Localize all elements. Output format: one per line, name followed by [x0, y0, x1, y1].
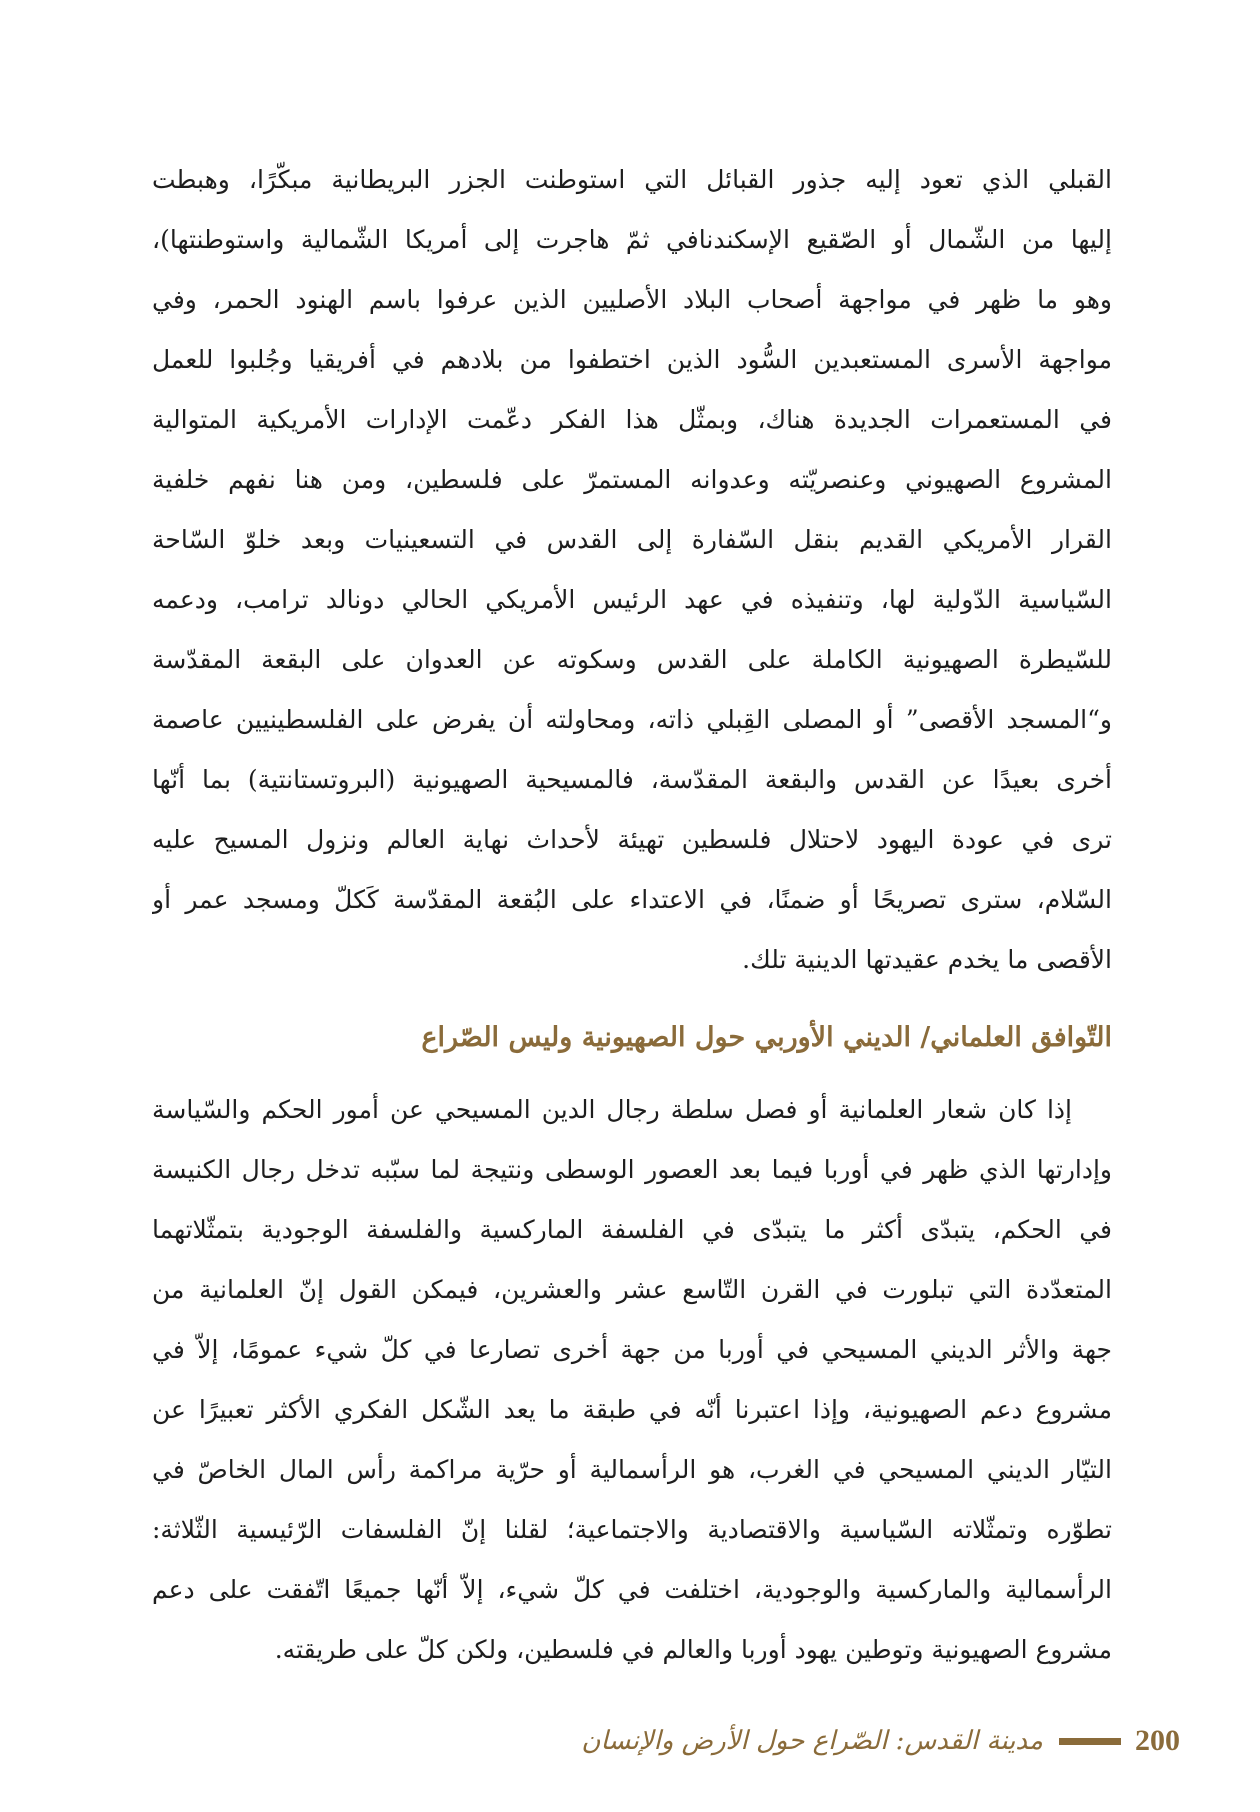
paragraph-line: مواجهة الأسرى المستعبدين السُّود الذين اختطفوا من بلادهم في أفريقيا وجُلبوا للعمل [152, 345, 1112, 374]
paragraph-line: جهة والأثر الديني المسيحي في أوربا من جهة أخرى تصارعا في كلّ شيء عمومًا، إلاّ في [152, 1335, 1112, 1364]
paragraph-line: تطوّره وتمثّلاته السّياسية والاقتصادية والاجتماعية؛ لقلنا إنّ الفلسفات الرّئيسية الثّلاثة: [152, 1515, 1112, 1544]
paragraph-line: إليها من الشّمال أو الصّقيع الإسكندنافي ثمّ هاجرت إلى أمريكا الشّمالية واستوطنتها)، [152, 225, 1112, 254]
paragraph-line: أخرى بعيدًا عن القدس والبقعة المقدّسة، فالمسيحية الصهيونية (البروتستانتية) بما أنّها [152, 765, 1112, 794]
page-number: 200 [1135, 1724, 1180, 1757]
paragraph-line: في المستعمرات الجديدة هناك، وبمثّل هذا الفكر دعّمت الإدارات الأمريكية المتوالية [152, 405, 1112, 434]
paragraph-line: الرأسمالية والماركسية والوجودية، اختلفت في كلّ شيء، إلاّ أنّها جميعًا اتّفقت على دعم [152, 1575, 1112, 1604]
paragraph-line: في الحكم، يتبدّى أكثر ما يتبدّى في الفلسفة الماركسية والفلسفة الوجودية بتمثّلاتهما [152, 1215, 1112, 1244]
section-heading: التّوافق العلماني/ الديني الأوربي حول الصهيونية وليس الصّراع [421, 1022, 1112, 1053]
paragraph-line: المشروع الصهيوني وعنصريّته وعدوانه المستمرّ على فلسطين، ومن هنا نفهم خلفية [152, 465, 1112, 494]
paragraph-line: للسّيطرة الصهيونية الكاملة على القدس وسكوته عن العدوان على البقعة المقدّسة [152, 645, 1112, 674]
paragraph-line: المتعدّدة التي تبلورت في القرن التّاسع عشر والعشرين، فيمكن القول إنّ العلمانية من [152, 1275, 1112, 1304]
body-paragraph-2 [152, 1080, 1112, 1680]
paragraph-line: الأقصى ما يخدم عقيدتها الدينية تلك. [742, 945, 1112, 974]
footer-rule-divider [1059, 1738, 1121, 1745]
paragraph-line: إذا كان شعار العلمانية أو فصل سلطة رجال الدين المسيحي عن أمور الحكم والسّياسة [152, 1095, 1072, 1124]
paragraph-line: وإدارتها الذي ظهر في أوربا فيما بعد العصور الوسطى ونتيجة لما سبّبه تدخل رجال الكنيسة [152, 1155, 1112, 1184]
paragraph-line: السّياسية الدّولية لها، وتنفيذه في عهد الرئيس الأمريكي الحالي دونالد ترامب، ودعمه [152, 585, 1112, 614]
paragraph-line: القرار الأمريكي القديم بنقل السّفارة إلى القدس في التسعينيات وبعد خلوّ السّاحة [152, 525, 1112, 554]
running-book-title: مدينة القدس: الصّراع حول الأرض والإنسان [581, 1726, 1043, 1756]
paragraph-line: وهو ما ظهر في مواجهة أصحاب البلاد الأصليين الذين عرفوا باسم الهنود الحمر، وفي [152, 285, 1112, 314]
paragraph-line: ترى في عودة اليهود لاحتلال فلسطين تهيئة لأحداث نهاية العالم ونزول المسيح عليه [152, 825, 1112, 854]
paragraph-line: التيّار الديني المسيحي في الغرب، هو الرأسمالية أو حرّية مراكمة رأس المال الخاصّ في [152, 1455, 1112, 1484]
paragraph-line: السّلام، سترى تصريحًا أو ضمنًا، في الاعتداء على البُقعة المقدّسة كَكلّ ومسجد عمر أو [152, 885, 1112, 914]
page-footer [540, 1716, 1180, 1766]
paragraph-line: و“المسجد الأقصى” أو المصلى القِبلي ذاته، ومحاولته أن يفرض على الفلسطينيين عاصمة [152, 705, 1112, 734]
body-paragraph-1 [152, 150, 1112, 990]
paragraph-line: القبلي الذي تعود إليه جذور القبائل التي استوطنت الجزر البريطانية مبكّرًا، وهبطت [152, 165, 1112, 194]
paragraph-line: مشروع دعم الصهيونية، وإذا اعتبرنا أنّه في طبقة ما يعد الشّكل الفكري الأكثر تعبيرًا عن [152, 1395, 1112, 1424]
paragraph-line: مشروع الصهيونية وتوطين يهود أوربا والعالم في فلسطين، ولكن كلّ على طريقته. [274, 1635, 1112, 1664]
